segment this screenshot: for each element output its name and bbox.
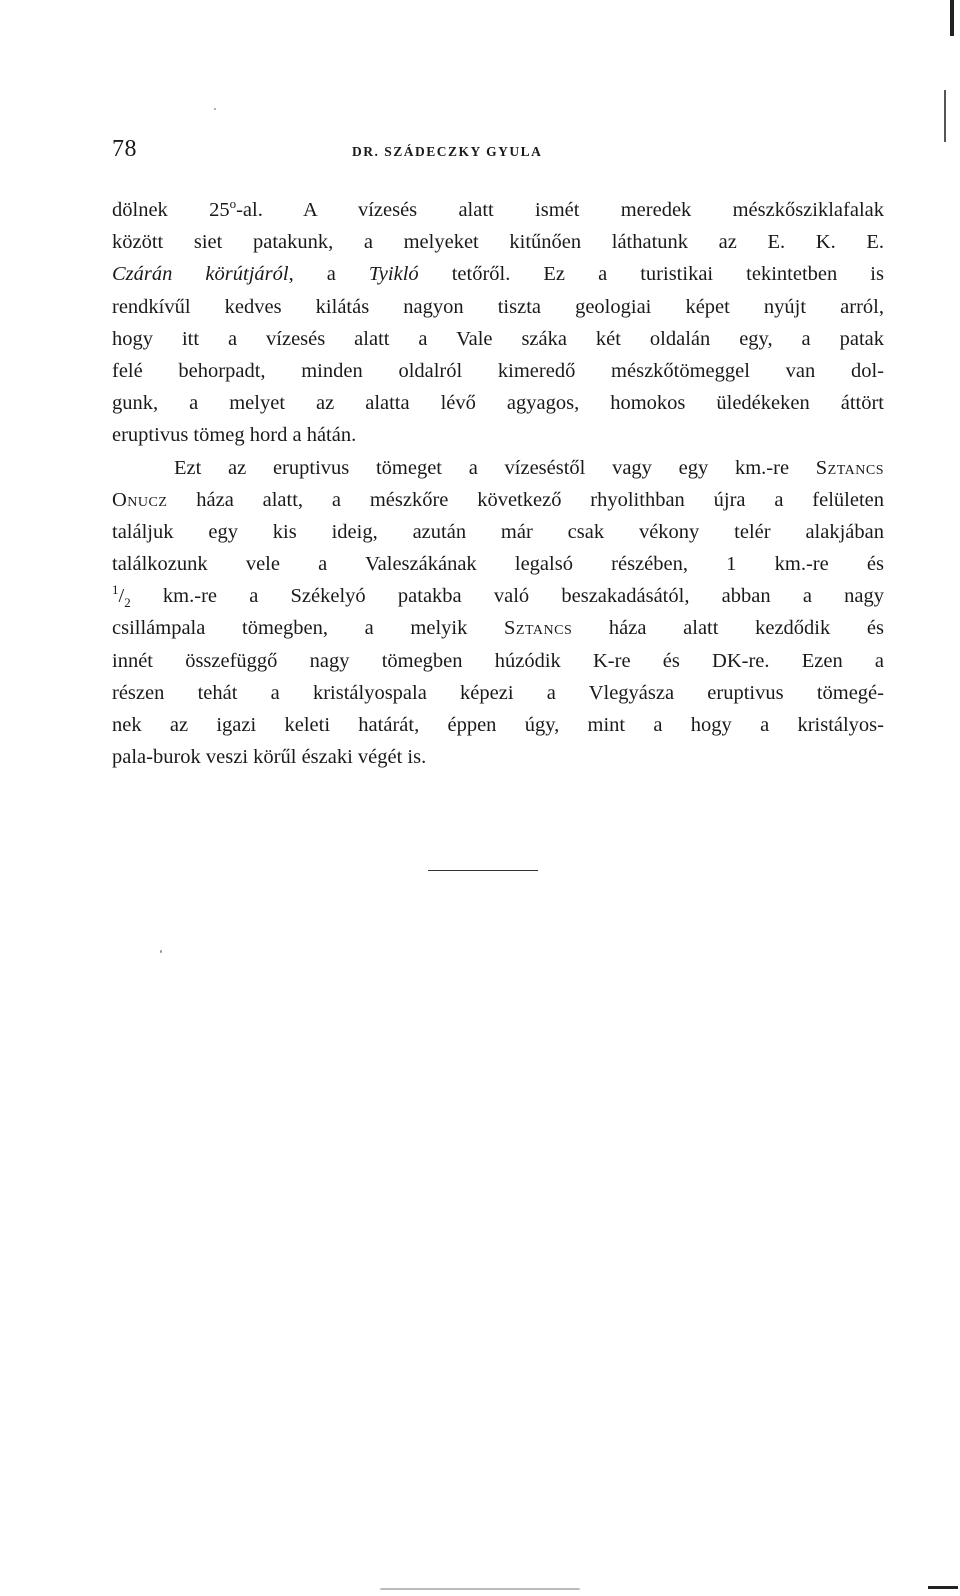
- text-line: Czárán körútjáról, a Tyikló tetőről. Ez a turistikai tekintetben is: [112, 263, 884, 286]
- scan-edge-mark: [944, 90, 946, 142]
- text-line: felé behorpadt, minden oldalról kimeredő mészkőtömeggel van dol-: [112, 359, 884, 382]
- text-line: gunk, a melyet az alatta lévő agyagos, homokos üledékeken áttört: [112, 392, 884, 415]
- text-line: dölnek 25$^o$-al. A vízesés alatt ismét meredek mészkősziklafalak: [112, 196, 884, 221]
- scan-speck: [380, 1588, 580, 1590]
- page-header: [112, 136, 872, 176]
- paragraph-start: Ezt az eruptivus tömeget a vízeséstől vagy egy km.-re Sztancs: [174, 456, 884, 479]
- body-text: [112, 194, 884, 773]
- scan-edge-mark: [950, 0, 954, 36]
- section-end-rule: [428, 870, 538, 871]
- text-line: rendkívűl kedves kilátás nagyon tiszta geologiai képet nyújt arról,: [112, 295, 884, 318]
- text-line: pala-burok veszi körűl északi végét is.: [112, 746, 427, 769]
- text-line: innét összefüggő nagy tömegben húzódik K-re és DK-re. Ezen a: [112, 649, 884, 672]
- italic-place-name: Tyikló: [368, 263, 419, 286]
- small-caps-name: Sztancs: [815, 456, 884, 479]
- small-caps-name: Sztancs: [504, 617, 573, 640]
- text-line: Onucz háza alatt, a mészkőre következő rhyolithban újra a felületen: [112, 488, 884, 511]
- running-head: DR. SZÁDECZKY GYULA: [352, 144, 543, 159]
- text-line: $^1/_2$ km.-re a Székelyó patakba való beszakadásától, abban a nagy: [112, 582, 884, 611]
- text-line: részen tehát a kristályospala képezi a Vlegyásza eruptivus tömegé-: [112, 681, 884, 704]
- scan-edge-mark: [928, 1586, 958, 1589]
- text-line: csillámpala tömegben, a melyik Sztancs háza alatt kezdődik és: [112, 617, 884, 640]
- italic-place-name: Czárán körútjáról: [112, 263, 289, 286]
- small-caps-name: Onucz: [112, 488, 168, 511]
- page-number: 78: [112, 136, 137, 162]
- text-line: találkozunk vele a Valeszákának legalsó részében, 1 km.-re és: [112, 553, 884, 576]
- text-line: nek az igazi keleti határát, éppen úgy, mint a hogy a kristályos-: [112, 714, 884, 736]
- scan-speck: [214, 108, 216, 110]
- scan-speck: [160, 950, 162, 953]
- text-line: hogy itt a vízesés alatt a Vale száka két oldalán egy, a patak: [112, 327, 884, 350]
- text-line: eruptivus tömeg hord a hátán.: [112, 424, 357, 447]
- text-line: találjuk egy kis ideig, azután már csak vékony telér alakjában: [112, 520, 884, 543]
- text-line: között siet patakunk, a melyeket kitűnően láthatunk az E. K. E.: [112, 231, 884, 254]
